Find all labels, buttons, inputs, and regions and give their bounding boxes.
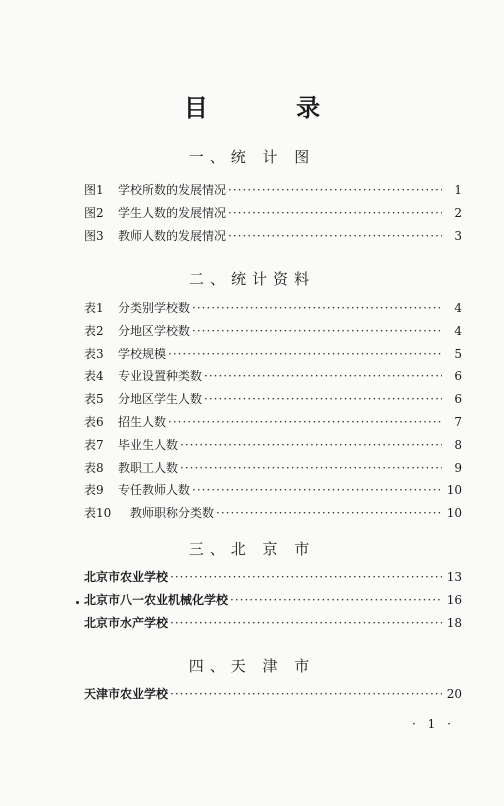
entry-number: 图3 <box>84 228 104 243</box>
entry-number: 表1 <box>84 301 104 315</box>
section-heading-tianjin: 四、天 津 市 <box>188 657 316 675</box>
toc-entry[interactable] <box>84 388 462 411</box>
dot-leader <box>216 502 442 525</box>
dot-leader <box>192 320 442 343</box>
toc-entry[interactable] <box>84 683 462 706</box>
entry-label: 北京市水产学校 <box>84 615 169 630</box>
entry-label: 教师职称分类数 <box>130 506 215 521</box>
dot-leader <box>204 365 442 388</box>
page-number-footer: · 1 · <box>412 717 455 731</box>
section-entries-charts <box>84 179 462 247</box>
toc-entry[interactable] <box>84 479 462 502</box>
dot-leader <box>228 202 442 225</box>
entry-page-number: 10 <box>446 483 462 498</box>
dot-leader <box>180 457 442 480</box>
dot-leader <box>168 343 442 366</box>
toc-entry[interactable] <box>84 179 462 202</box>
toc-entry[interactable] <box>84 343 462 366</box>
dot-leader <box>180 434 442 457</box>
toc-entry[interactable] <box>84 589 462 612</box>
entry-page-number: 2 <box>454 205 462 220</box>
entry-number: 表7 <box>84 437 104 452</box>
dot-leader <box>168 411 442 434</box>
dot-leader <box>170 612 442 635</box>
toc-entry[interactable] <box>84 502 462 525</box>
entry-label: 学校所数的发展情况 <box>118 183 227 197</box>
dot-leader <box>170 683 442 706</box>
dot-leader <box>228 179 442 202</box>
entry-page-number: 13 <box>446 570 462 584</box>
dot-leader <box>228 225 442 248</box>
page-title: 目 录 <box>183 93 361 122</box>
entry-page-number: 6 <box>454 392 462 407</box>
entry-number: 表6 <box>84 414 104 429</box>
entry-page-number: 1 <box>454 183 462 197</box>
entry-label: 北京市农业学校 <box>84 570 169 584</box>
entry-number: 表10 <box>84 506 112 521</box>
entry-page-number: 4 <box>454 301 462 315</box>
entry-label: 教师人数的发展情况 <box>118 228 227 243</box>
entry-page-number: 7 <box>454 414 462 429</box>
entry-page-number: 4 <box>454 323 462 338</box>
dot-leader <box>192 297 442 320</box>
toc-entry[interactable] <box>84 365 462 388</box>
entry-label: 学校规模 <box>118 346 167 361</box>
entry-label: 招生人数 <box>118 414 167 429</box>
toc-entry[interactable] <box>84 320 462 343</box>
entry-label: 分类别学校数 <box>118 301 191 315</box>
entry-number: 表3 <box>84 346 104 361</box>
entry-number: 图1 <box>84 183 104 197</box>
entry-label: 分地区学生人数 <box>118 392 203 407</box>
toc-entry[interactable] <box>84 457 462 480</box>
entry-number: 表8 <box>84 460 104 475</box>
entry-label: 学生人数的发展情况 <box>118 205 227 220</box>
entry-label: 分地区学校数 <box>118 323 191 338</box>
entry-page-number: 5 <box>454 346 462 361</box>
entry-page-number: 9 <box>454 460 462 475</box>
entry-page-number: 10 <box>446 506 462 521</box>
entry-number: 表4 <box>84 369 104 384</box>
entry-page-number: 8 <box>454 437 462 452</box>
toc-entry[interactable] <box>84 612 462 635</box>
dot-leader <box>170 566 442 589</box>
entry-number: 表9 <box>84 483 104 498</box>
entry-label: 毕业生人数 <box>118 437 179 452</box>
entry-page-number: 6 <box>454 369 462 384</box>
toc-entry[interactable] <box>84 202 462 225</box>
dot-leader <box>192 479 442 502</box>
toc-entry[interactable] <box>84 566 462 589</box>
section-entries-statistics <box>84 297 462 525</box>
entry-label: 北京市八一农业机械化学校 <box>84 592 229 607</box>
section-heading-charts: 一、统 计 图 <box>188 148 316 166</box>
entry-page-number: 3 <box>454 228 462 243</box>
entry-label: 天津市农业学校 <box>84 687 169 701</box>
entry-page-number: 20 <box>446 687 462 701</box>
toc-entry[interactable] <box>84 225 462 248</box>
dot-leader <box>204 388 442 411</box>
print-speck <box>76 601 79 604</box>
entry-page-number: 18 <box>446 615 462 630</box>
toc-entry[interactable] <box>84 411 462 434</box>
entry-label: 专任教师人数 <box>118 483 191 498</box>
entry-label: 教职工人数 <box>118 460 179 475</box>
entry-number: 表2 <box>84 323 104 338</box>
section-heading-beijing: 三、北 京 市 <box>188 540 316 558</box>
entry-page-number: 16 <box>446 592 462 607</box>
toc-entry[interactable] <box>84 297 462 320</box>
section-entries-beijing <box>84 566 462 634</box>
section-entries-tianjin <box>84 683 462 706</box>
dot-leader <box>230 589 442 612</box>
entry-label: 专业设置种类数 <box>118 369 203 384</box>
toc-entry[interactable] <box>84 434 462 457</box>
entry-number: 图2 <box>84 205 104 220</box>
entry-number: 表5 <box>84 392 104 407</box>
section-heading-statistics: 二、统计资料 <box>188 270 315 288</box>
